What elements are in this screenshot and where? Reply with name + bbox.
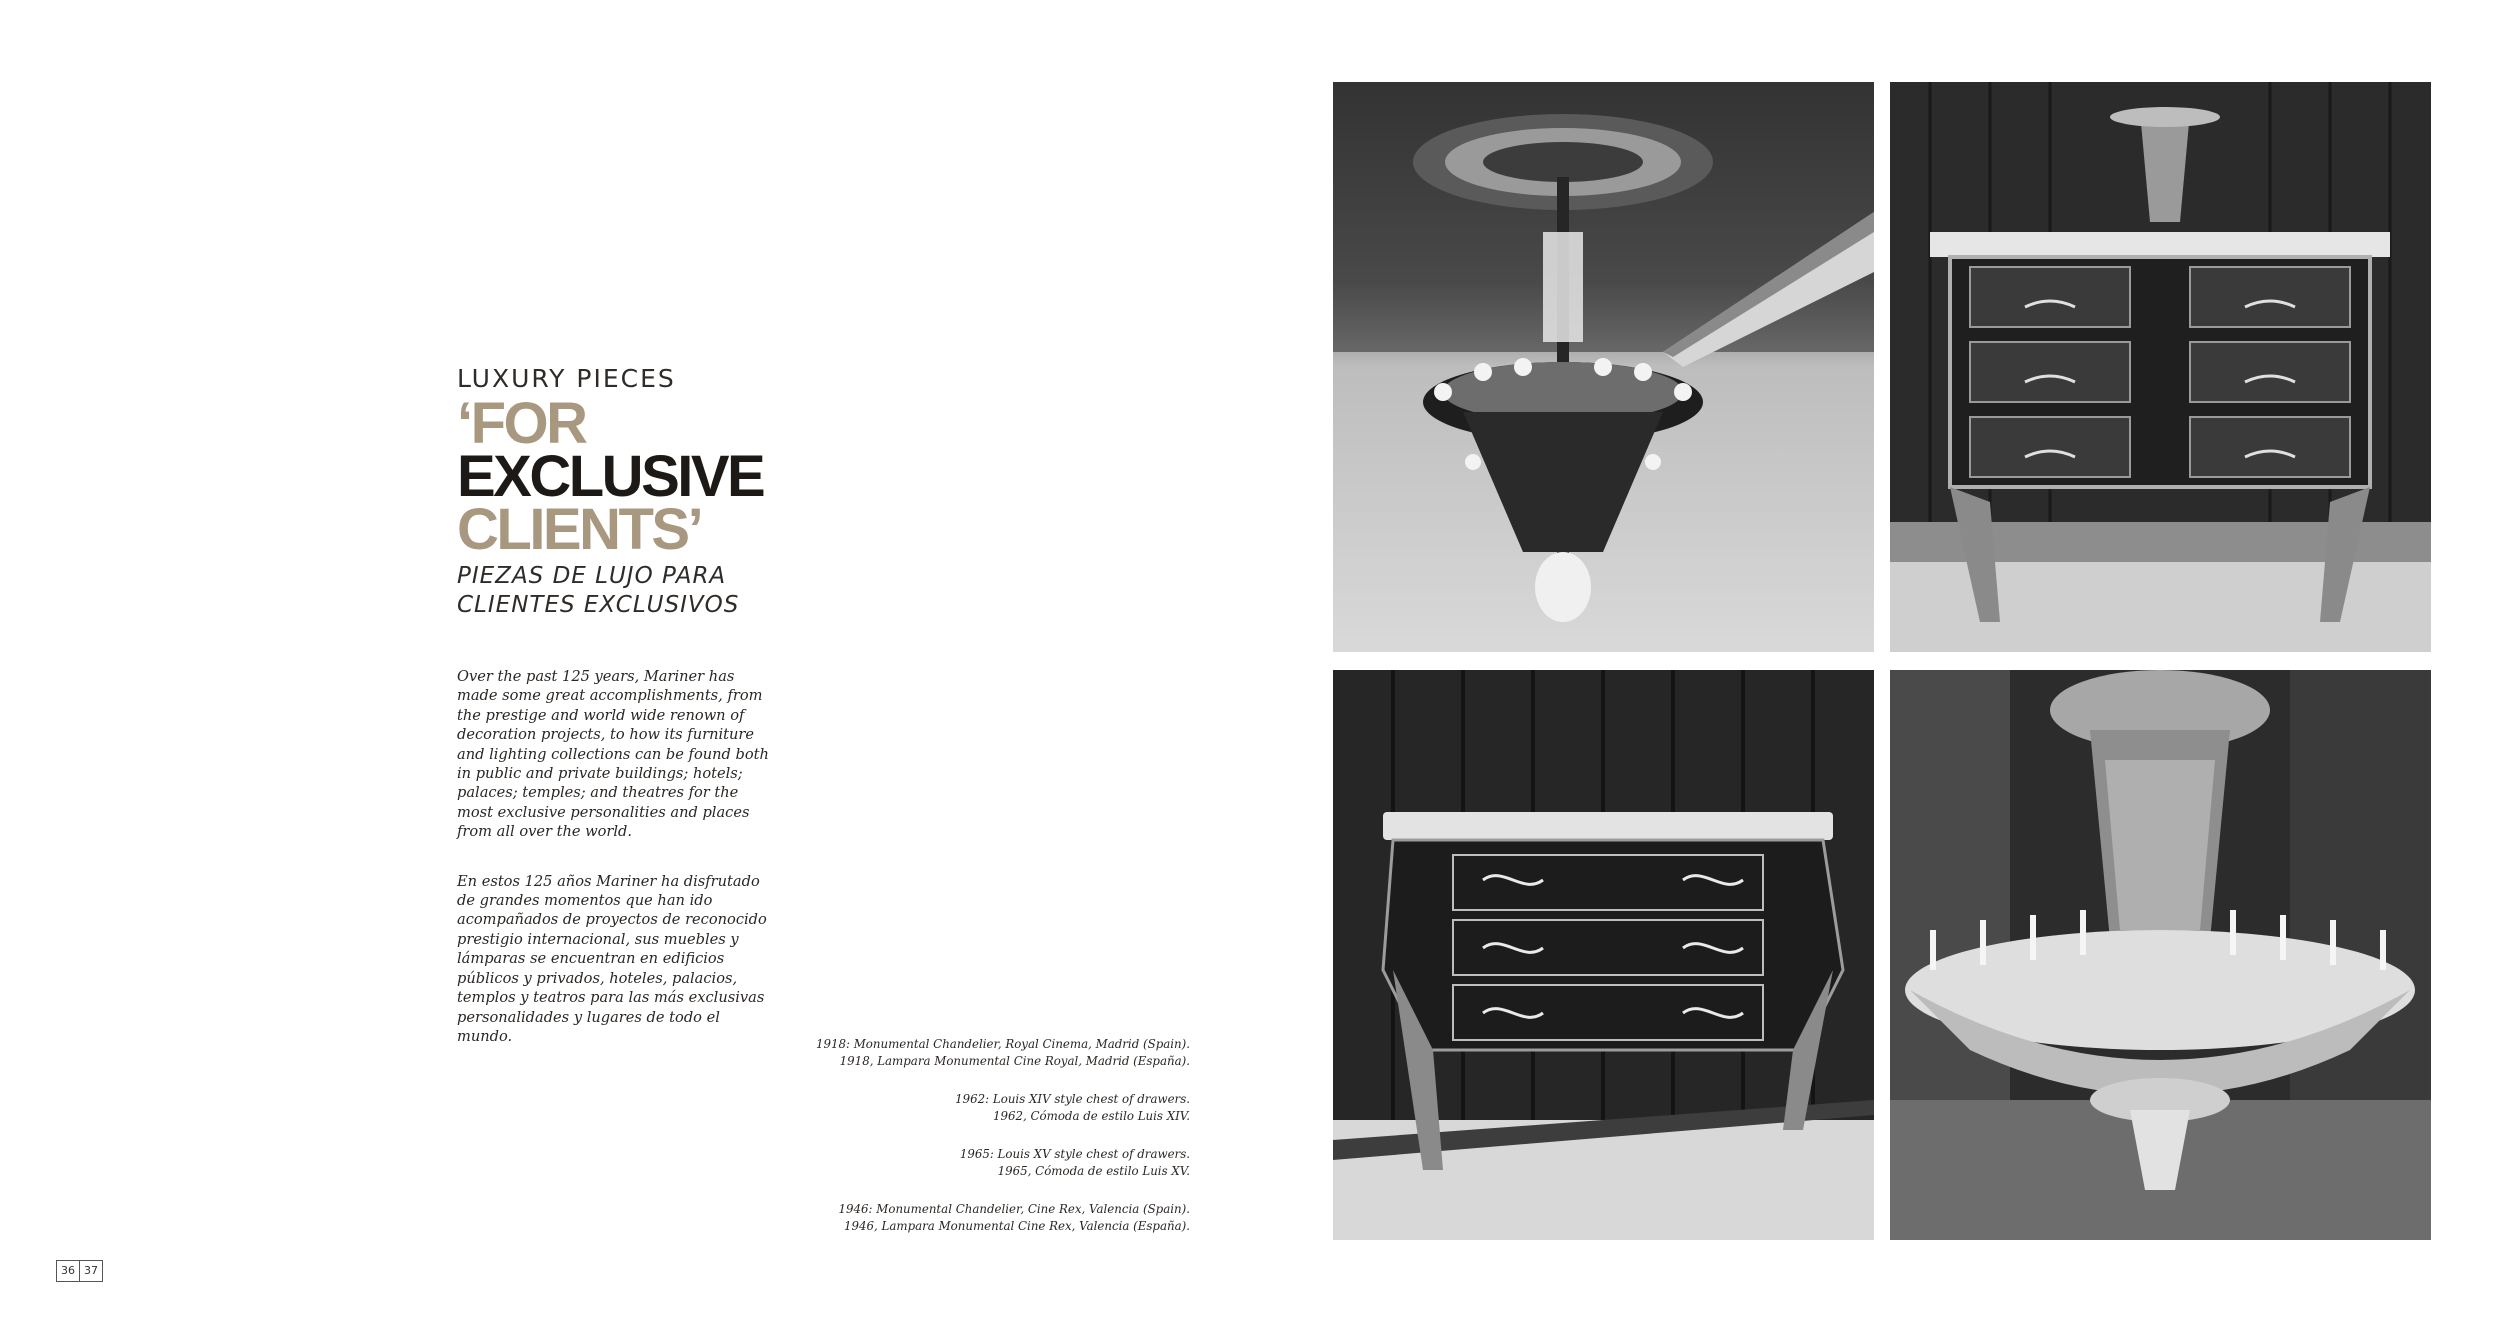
subtitle-line-2: CLIENTES EXCLUSIVOS [457,592,740,618]
caption-4-en: 1946: Monumental Chandelier, Cine Rex, Valencia (Spain). [838,1202,1190,1216]
caption-1 [810,1036,1190,1070]
caption-2-en: 1962: Louis XIV style chest of drawers. [955,1092,1190,1106]
caption-1-en: 1918: Monumental Chandelier, Royal Cinema, Madrid (Spain). [815,1037,1190,1051]
caption-3 [810,1146,1190,1180]
page-number-right: 37 [79,1260,103,1282]
caption-3-es: 1965, Cómoda de estilo Luis XV. [997,1164,1190,1178]
subtitle-line-1: PIEZAS DE LUJO PARA [457,563,727,589]
body-spanish: En estos 125 años Mariner ha disfrutado de grandes momentos que han ido acompañados de proyectos de reconocido prestigio internacional, sus muebles y lámparas se encuentran en edificios públicos y privados, hoteles, palacios, templos y teatros para las más exclusivas personalidades y lugares de todo el mundo. [457,872,767,1045]
headline-line-2: EXCLUSIVE [457,444,764,509]
headline [457,391,787,562]
caption-4 [810,1201,1190,1235]
intro-text-block [457,364,787,1061]
photo-louis-xiv-chest [1890,82,2431,652]
photo-captions [810,1036,1190,1256]
caption-3-en: 1965: Louis XV style chest of drawers. [959,1147,1190,1161]
headline-line-3: CLIENTS’ [457,497,702,562]
page-numbers [56,1260,102,1282]
body-english: Over the past 125 years, Mariner has made some great accomplishments, from the prestige and world wide renown of decoration projects, to how its furniture and lighting collections can be found both in public and private buildings; hotels; palaces; temples; and theatres for the most exclusive personalities and places from all over the world. [457,668,769,841]
photo-chandelier-cine-rex [1890,670,2431,1240]
caption-2-es: 1962, Cómoda de estilo Luis XIV. [992,1109,1190,1123]
subtitle [457,562,777,620]
photo-louis-xv-chest [1333,670,1874,1240]
caption-1-es: 1918, Lampara Monumental Cine Royal, Madrid (España). [839,1054,1190,1068]
caption-2 [810,1091,1190,1125]
page-number-left: 36 [56,1260,80,1282]
section-kicker: LUXURY PIECES [457,364,676,393]
photo-chandelier-royal-cinema [1333,82,1874,652]
headline-line-1: ‘FOR [457,391,586,456]
caption-4-es: 1946, Lampara Monumental Cine Rex, Valencia (España). [844,1219,1190,1233]
